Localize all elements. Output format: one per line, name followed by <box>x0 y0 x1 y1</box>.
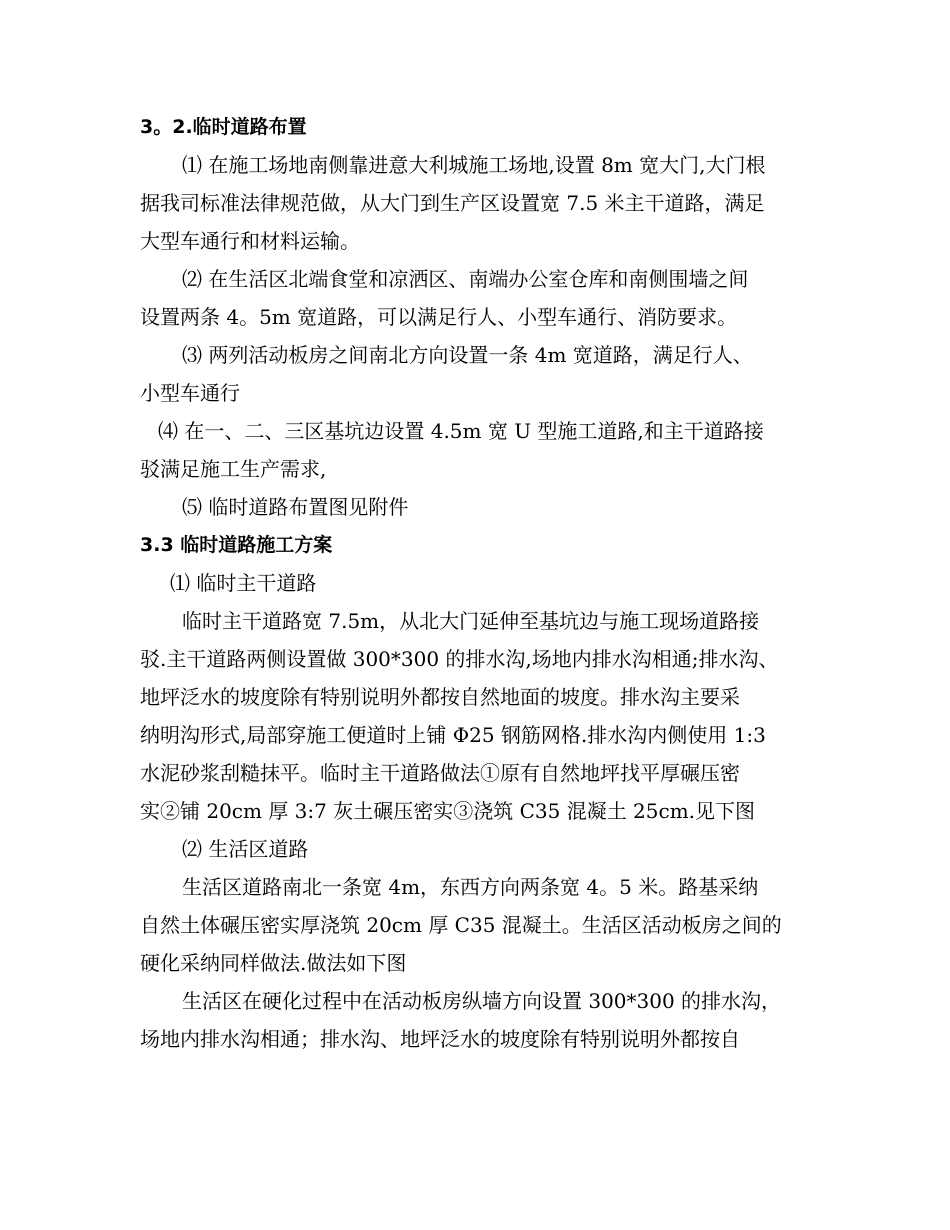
paragraph-3 <box>140 336 810 412</box>
section-heading-3-3: 3.3 临时道路施工方案 <box>140 534 333 556</box>
paragraph-line: 实②铺 20cm 厚 3:7 灰土碾压密实③浇筑 C35 混凝土 25cm.见下图 <box>140 799 756 823</box>
paragraph-drainage <box>140 982 810 1058</box>
paragraph-2 <box>140 260 810 336</box>
paragraph-line: 生活区道路南北一条宽 4m，东西方向两条宽 4。5 米。路基采纳 <box>182 875 759 899</box>
paragraph-4 <box>140 412 810 488</box>
paragraph-line: 驳满足施工生产需求, <box>140 457 327 481</box>
paragraph-line: 小型车通行 <box>140 381 240 405</box>
section-heading-3-2: 3。2.临时道路布置 <box>140 116 307 138</box>
paragraph-5 <box>140 488 810 526</box>
paragraph-line: 生活区在硬化过程中在活动板房纵墙方向设置 300*300 的排水沟， <box>182 989 782 1013</box>
paragraph-line: ⑶ 两列活动板房之间南北方向设置一条 4m 宽道路，满足行人、 <box>182 343 753 367</box>
paragraph-line: 硬化采纳同样做法.做法如下图 <box>140 951 407 975</box>
subsection-1 <box>140 564 810 830</box>
paragraph-line: 据我司标准法律规范做，从大门到生产区设置宽 7.5 米主干道路，满足 <box>140 191 765 215</box>
paragraph-line: ⑸ 临时道路布置图见附件 <box>182 495 409 519</box>
paragraph-line: 自然土体碾压密实厚浇筑 20cm 厚 C35 混凝土。生活区活动板房之间的 <box>140 913 782 937</box>
paragraph-line: 纳明沟形式,局部穿施工便道时上铺 Φ25 钢筋网格.排水沟内侧使用 1:3 <box>140 723 766 747</box>
paragraph-line: 场地内排水沟相通；排水沟、地坪泛水的坡度除有特别说明外都按自 <box>140 1027 740 1051</box>
paragraph-line: 临时主干道路宽 7.5m，从北大门延伸至基坑边与施工现场道路接 <box>182 609 760 633</box>
paragraph-line: 水泥砂浆刮糙抹平。临时主干道路做法①原有自然地坪找平厚碾压密 <box>140 761 740 785</box>
subsection-2 <box>140 830 810 982</box>
paragraph-line: ⑴ 在施工场地南侧靠进意大利城施工场地,设置 8m 宽大门,大门根 <box>182 153 766 177</box>
paragraph-line: ⑵ 在生活区北端食堂和凉洒区、南端办公室仓库和南侧围墙之间 <box>182 267 749 291</box>
paragraph-line: 大型车通行和材料运输。 <box>140 229 360 253</box>
paragraph-line: 设置两条 4。5m 宽道路，可以满足行人、小型车通行、消防要求。 <box>140 305 738 329</box>
paragraph-line: 驳.主干道路两侧设置做 300*300 的排水沟,场地内排水沟相通;排水沟、 <box>140 647 779 671</box>
subsection-title: ⑴ 临时主干道路 <box>170 571 317 595</box>
document-body <box>140 108 810 1058</box>
paragraph-1 <box>140 146 810 260</box>
paragraph-line: ⑷ 在一、二、三区基坑边设置 4.5m 宽 U 型施工道路,和主干道路接 <box>158 419 764 443</box>
subsection-title: ⑵ 生活区道路 <box>182 837 309 861</box>
paragraph-line: 地坪泛水的坡度除有特别说明外都按自然地面的坡度。排水沟主要采 <box>140 685 740 709</box>
